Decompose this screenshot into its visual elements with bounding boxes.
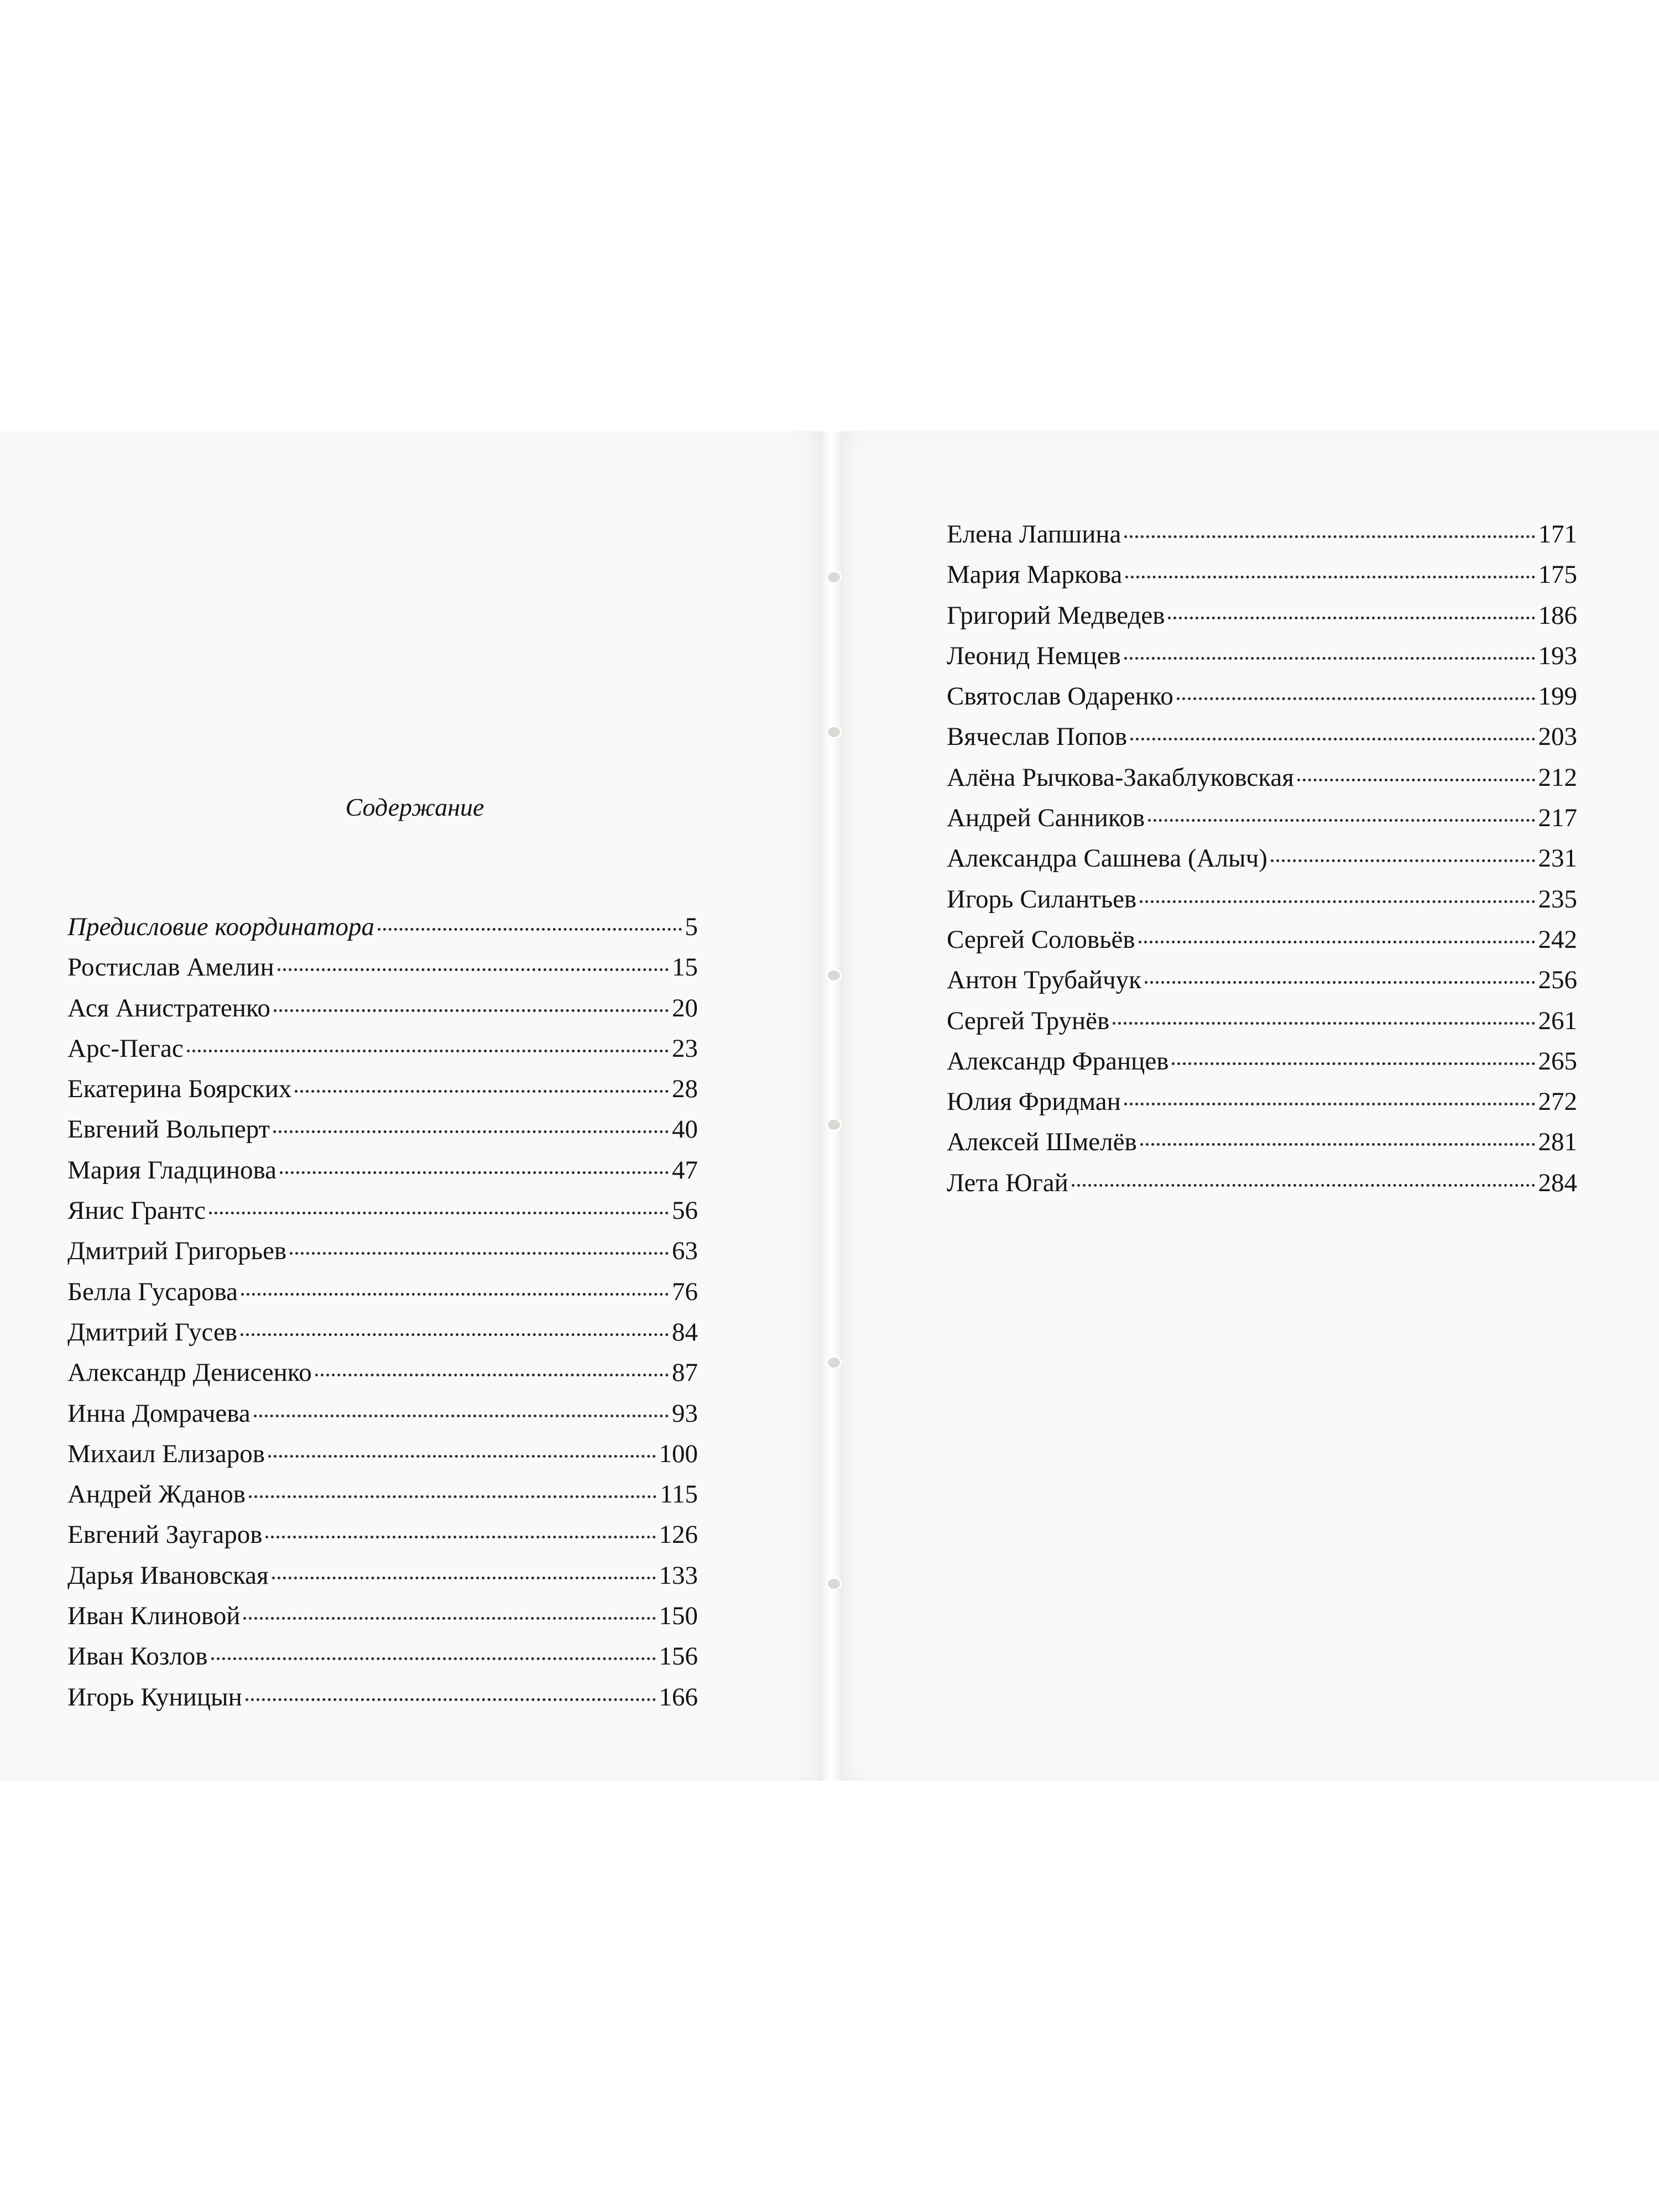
toc-dot-leader [268, 1455, 656, 1458]
contents-title: Содержание [345, 793, 484, 821]
toc-entry-page-number: 265 [1538, 1046, 1577, 1076]
toc-dot-leader [1124, 1103, 1535, 1105]
toc-entry-page-number: 93 [672, 1399, 698, 1428]
toc-entry-name: Андрей Санников [947, 804, 1145, 833]
toc-entry-name: Александра Сашнева (Алыч) [947, 844, 1267, 873]
toc-entry-name: Иван Козлов [67, 1642, 208, 1671]
toc-entry [67, 1515, 698, 1555]
toc-entry-page-number: 186 [1538, 601, 1577, 630]
toc-entry-name: Предисловие координатора [67, 912, 374, 941]
toc-entry [67, 1191, 698, 1231]
toc-entry-name: Сергей Трунёв [947, 1006, 1110, 1035]
toc-dot-leader [1148, 819, 1535, 822]
toc-entry [947, 676, 1577, 717]
toc-entry-page-number: 56 [672, 1196, 698, 1225]
toc-entry-page-number: 84 [672, 1317, 698, 1347]
binding-stitch [828, 572, 840, 582]
toc-entry-page-number: 235 [1538, 884, 1577, 914]
toc-entry [947, 838, 1577, 879]
toc-dot-leader [241, 1293, 669, 1296]
toc-entry [67, 1394, 698, 1434]
toc-entry-name: Михаил Елизаров [67, 1439, 265, 1468]
left-page [0, 431, 830, 1781]
toc-entry [67, 1312, 698, 1353]
toc-entry-page-number: 175 [1538, 560, 1577, 589]
toc-entry [67, 907, 698, 947]
toc-dot-leader [315, 1374, 669, 1376]
binding-stitch [828, 1579, 840, 1589]
toc-entry-name: Андрей Жданов [67, 1480, 246, 1509]
toc-entry-page-number: 281 [1538, 1128, 1577, 1157]
contents-list-left [67, 907, 698, 1718]
toc-entry [947, 1163, 1577, 1203]
binding-stitch [828, 1120, 840, 1130]
contents-list-right [947, 514, 1577, 1203]
toc-entry-page-number: 126 [659, 1520, 698, 1550]
toc-entry [67, 1596, 698, 1636]
toc-entry-page-number: 23 [672, 1034, 698, 1063]
toc-dot-leader [246, 1698, 656, 1701]
toc-entry-page-number: 5 [685, 912, 698, 941]
toc-entry-page-number: 171 [1538, 520, 1577, 549]
toc-entry-name: Иван Клиновой [67, 1601, 241, 1631]
toc-entry [67, 1434, 698, 1474]
toc-entry-page-number: 47 [672, 1155, 698, 1185]
toc-entry [67, 1474, 698, 1515]
toc-entry-page-number: 256 [1538, 966, 1577, 995]
binding-stitch [828, 971, 840, 980]
book-spread [0, 431, 1659, 1781]
toc-entry-name: Ростислав Амелин [67, 953, 274, 982]
toc-entry-page-number: 203 [1538, 722, 1577, 752]
toc-entry-page-number: 76 [672, 1277, 698, 1306]
toc-dot-leader [280, 1171, 669, 1174]
toc-dot-leader [1177, 697, 1535, 700]
toc-entry [947, 596, 1577, 636]
toc-entry-page-number: 63 [672, 1237, 698, 1266]
toc-entry-name: Евгений Вольперт [67, 1115, 270, 1144]
toc-entry-name: Антон Трубайчук [947, 966, 1141, 995]
toc-dot-leader [278, 968, 669, 971]
toc-entry-page-number: 199 [1538, 682, 1577, 711]
toc-entry [67, 1069, 698, 1109]
toc-entry [947, 555, 1577, 595]
toc-entry [947, 1001, 1577, 1041]
toc-dot-leader [1297, 779, 1535, 781]
toc-entry-name: Сергей Соловьёв [947, 925, 1135, 954]
toc-entry [67, 1029, 698, 1069]
toc-entry-name: Белла Гусарова [67, 1277, 238, 1306]
toc-entry-name: Инна Домрачева [67, 1399, 251, 1428]
toc-dot-leader [1139, 941, 1535, 943]
toc-dot-leader [1168, 617, 1535, 619]
toc-entry-page-number: 100 [659, 1439, 698, 1468]
right-page [830, 431, 1659, 1781]
toc-entry-name: Александр Францев [947, 1046, 1169, 1076]
toc-entry-page-number: 217 [1538, 804, 1577, 833]
toc-entry-page-number: 156 [659, 1642, 698, 1671]
toc-entry [947, 879, 1577, 920]
toc-entry-page-number: 242 [1538, 925, 1577, 954]
toc-dot-leader [1172, 1062, 1535, 1065]
toc-entry-name: Елена Лапшина [947, 520, 1121, 549]
toc-entry-name: Янис Грантс [67, 1196, 206, 1225]
toc-entry [67, 1353, 698, 1393]
toc-entry [67, 1231, 698, 1271]
toc-entry-name: Юлия Фридман [947, 1087, 1121, 1117]
toc-entry-page-number: 28 [672, 1074, 698, 1104]
toc-entry [67, 1556, 698, 1596]
toc-entry [67, 1272, 698, 1312]
toc-dot-leader [1140, 900, 1535, 903]
toc-dot-leader [1072, 1184, 1535, 1187]
toc-entry-name: Вячеслав Попов [947, 722, 1128, 752]
binding-stitch [828, 727, 840, 737]
toc-entry-page-number: 272 [1538, 1087, 1577, 1117]
toc-entry-page-number: 231 [1538, 844, 1577, 873]
toc-entry-page-number: 87 [672, 1358, 698, 1387]
toc-entry [67, 1150, 698, 1191]
toc-entry-page-number: 40 [672, 1115, 698, 1144]
toc-dot-leader [249, 1495, 656, 1498]
toc-entry [947, 717, 1577, 757]
toc-entry-name: Мария Маркова [947, 560, 1123, 589]
toc-dot-leader [1145, 981, 1535, 984]
toc-entry-name: Алёна Рычкова-Закаблуковская [947, 763, 1294, 792]
toc-dot-leader [274, 1009, 669, 1012]
toc-entry [67, 1109, 698, 1150]
toc-entry [947, 758, 1577, 798]
toc-entry [67, 1677, 698, 1718]
toc-entry-name: Святослав Одаренко [947, 682, 1173, 711]
toc-entry-page-number: 115 [660, 1480, 698, 1509]
toc-entry-page-number: 20 [672, 993, 698, 1022]
toc-entry-page-number: 133 [659, 1561, 698, 1590]
toc-entry [67, 1636, 698, 1677]
toc-entry-page-number: 166 [659, 1682, 698, 1712]
toc-entry [947, 636, 1577, 676]
toc-dot-leader [254, 1415, 669, 1417]
toc-entry [67, 947, 698, 988]
toc-entry-name: Александр Денисенко [67, 1358, 312, 1387]
toc-entry [947, 1082, 1577, 1122]
toc-entry [947, 798, 1577, 838]
toc-entry-name: Леонид Немцев [947, 641, 1121, 670]
toc-dot-leader [187, 1050, 669, 1052]
toc-entry [947, 1122, 1577, 1162]
toc-entry-page-number: 150 [659, 1601, 698, 1631]
toc-dot-leader [1125, 576, 1535, 578]
toc-entry-name: Ася Анистратенко [67, 993, 270, 1022]
toc-dot-leader [211, 1657, 656, 1660]
binding-stitch [828, 1358, 840, 1368]
toc-dot-leader [1130, 738, 1535, 740]
toc-entry [947, 514, 1577, 555]
toc-entry-name: Мария Гладцинова [67, 1155, 276, 1185]
toc-entry [67, 988, 698, 1029]
toc-dot-leader [209, 1212, 669, 1214]
toc-entry-name: Алексей Шмелёв [947, 1128, 1137, 1157]
toc-entry-name: Екатерина Боярских [67, 1074, 292, 1104]
toc-entry [947, 960, 1577, 1000]
toc-entry [947, 920, 1577, 960]
toc-entry-name: Евгений Заугаров [67, 1520, 263, 1550]
toc-entry-page-number: 261 [1538, 1006, 1577, 1035]
toc-dot-leader [1271, 859, 1535, 862]
book-gutter [823, 431, 843, 1781]
toc-dot-leader [273, 1130, 669, 1133]
toc-entry-name: Дарья Ивановская [67, 1561, 269, 1590]
toc-dot-leader [272, 1577, 656, 1579]
toc-dot-leader [1124, 657, 1535, 660]
toc-dot-leader [265, 1536, 655, 1538]
toc-entry-page-number: 193 [1538, 641, 1577, 670]
toc-dot-leader [243, 1617, 655, 1620]
toc-entry-name: Игорь Куницын [67, 1682, 242, 1712]
toc-entry-name: Григорий Медведев [947, 601, 1165, 630]
toc-entry-name: Арс-Пегас [67, 1034, 184, 1063]
toc-dot-leader [295, 1090, 669, 1093]
toc-entry-name: Дмитрий Гусев [67, 1317, 237, 1347]
toc-dot-leader [1140, 1143, 1535, 1146]
toc-dot-leader [1124, 535, 1535, 538]
toc-dot-leader [378, 928, 682, 931]
toc-entry-page-number: 212 [1538, 763, 1577, 792]
toc-dot-leader [241, 1333, 669, 1336]
toc-entry-name: Лета Югай [947, 1168, 1068, 1197]
toc-entry-page-number: 284 [1538, 1168, 1577, 1197]
toc-entry-page-number: 15 [672, 953, 698, 982]
toc-entry-name: Игорь Силантьев [947, 884, 1137, 914]
toc-entry-name: Дмитрий Григорьев [67, 1237, 287, 1266]
toc-dot-leader [1113, 1022, 1535, 1025]
toc-entry [947, 1041, 1577, 1082]
toc-dot-leader [290, 1252, 669, 1255]
